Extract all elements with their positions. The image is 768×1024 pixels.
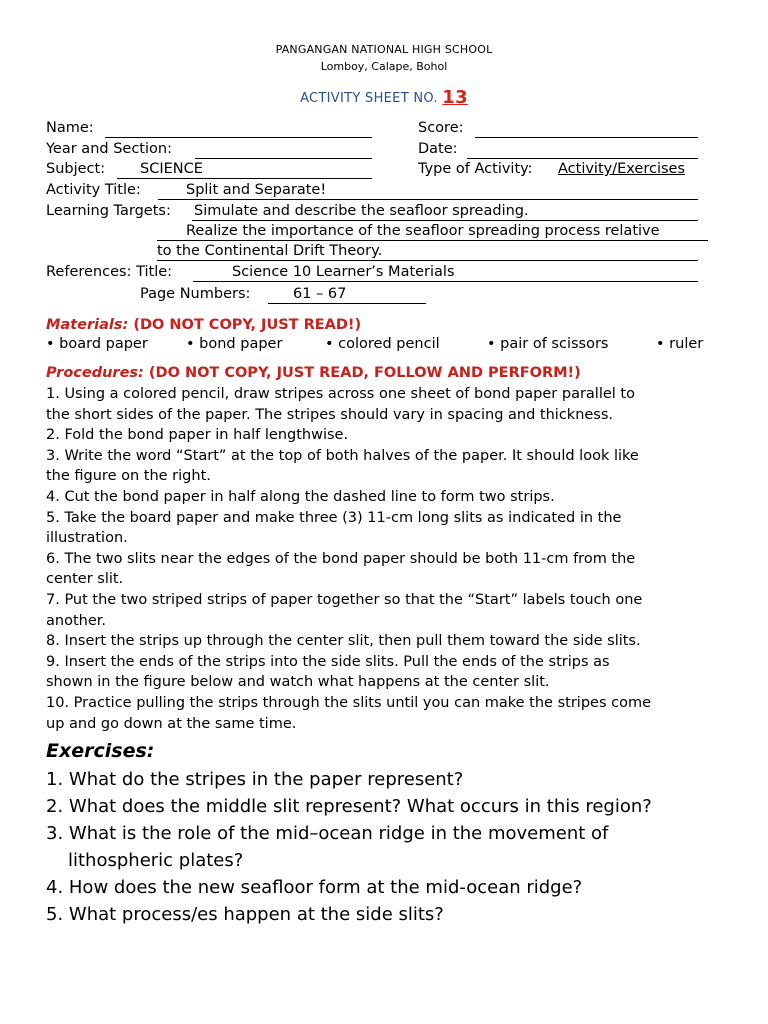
material-item: • pair of scissors <box>487 336 609 352</box>
exercises-heading: Exercises: <box>46 740 155 762</box>
procedure-line: 5. Take the board paper and make three (3) 11-cm long slits as indicated in the <box>46 509 622 526</box>
date-label: Date: <box>418 141 458 157</box>
subject-value: SCIENCE <box>140 161 203 177</box>
material-item: • ruler <box>656 336 704 352</box>
activity-title-value: Split and Separate! <box>186 182 327 198</box>
exercise-question: 4. How does the new seafloor form at the mid-ocean ridge? <box>46 877 583 898</box>
procedure-line: the figure on the right. <box>46 468 211 485</box>
procedure-line: another. <box>46 612 106 629</box>
sheet-number: 13 <box>442 87 468 108</box>
page-numbers-line <box>268 303 426 304</box>
activity-title-line <box>158 199 698 200</box>
learning-target-2a-line <box>157 240 708 241</box>
procedure-steps <box>46 384 718 734</box>
sheet-label: ACTIVITY SHEET NO. <box>300 91 438 106</box>
score-label: Score: <box>418 120 464 136</box>
procedure-line: 7. Put the two striped strips of paper together so that the “Start” labels touch one <box>46 591 643 608</box>
year-section-line <box>195 158 372 159</box>
procedure-line: 10. Practice pulling the strips through the slits until you can make the stripes come <box>46 694 651 711</box>
procedure-line: 6. The two slits near the edges of the bond paper should be both 11-cm from the <box>46 550 636 567</box>
name-label: Name: <box>46 120 94 136</box>
activity-sheet-title <box>0 87 768 108</box>
procedures-heading <box>46 365 581 381</box>
type-of-activity-label: Type of Activity: <box>418 161 533 177</box>
learning-target-1: Simulate and describe the seafloor spreading. <box>194 203 529 219</box>
materials-note: (DO NOT COPY, JUST READ!) <box>133 317 362 333</box>
procedure-line: center slit. <box>46 571 124 588</box>
subject-label: Subject: <box>46 161 106 177</box>
subject-line <box>117 178 372 179</box>
references-title-label: References: Title: <box>46 264 173 280</box>
learning-targets-label: Learning Targets: <box>46 203 171 219</box>
school-name: PANGANGAN NATIONAL HIGH SCHOOL <box>275 43 493 56</box>
exercise-questions <box>46 766 726 928</box>
page-numbers-label: Page Numbers: <box>140 286 251 302</box>
materials-heading-label: Materials: <box>46 317 129 333</box>
procedure-line: 9. Insert the ends of the strips into the side slits. Pull the ends of the strips as <box>46 653 610 670</box>
year-section-label: Year and Section: <box>46 141 172 157</box>
procedure-line: 4. Cut the bond paper in half along the dashed line to form two strips. <box>46 488 555 505</box>
procedure-line: illustration. <box>46 530 128 547</box>
learning-target-1-line <box>192 220 698 221</box>
school-address: Lomboy, Calape, Bohol <box>320 60 448 73</box>
procedures-note: (DO NOT COPY, JUST READ, FOLLOW AND PERFORM!) <box>148 365 581 381</box>
material-item: • bond paper <box>186 336 283 352</box>
references-title-value: Science 10 Learner’s Materials <box>232 264 455 280</box>
type-of-activity-value: Activity/Exercises <box>558 161 686 177</box>
exercise-question: 1. What do the stripes in the paper represent? <box>46 769 464 790</box>
materials-heading <box>46 317 361 333</box>
procedure-line: 2. Fold the bond paper in half lengthwise. <box>46 427 349 444</box>
learning-target-2a: Realize the importance of the seafloor spreading process relative <box>186 223 660 239</box>
procedure-line: shown in the figure below and watch what happens at the center slit. <box>46 674 550 691</box>
page-numbers-value: 61 – 67 <box>293 286 347 302</box>
exercise-question: 2. What does the middle slit represent? What occurs in this region? <box>46 796 652 817</box>
name-line <box>105 137 372 138</box>
activity-title-label: Activity Title: <box>46 182 141 198</box>
procedure-line: 8. Insert the strips up through the center slit, then pull them toward the side slits. <box>46 633 641 650</box>
date-line <box>467 158 698 159</box>
procedures-heading-label: Procedures: <box>46 365 144 381</box>
procedure-line: the short sides of the paper. The stripes should vary in spacing and thickness. <box>46 406 614 423</box>
exercise-question: 3. What is the role of the mid–ocean ridge in the movement of <box>46 823 609 844</box>
exercise-question-continuation: lithospheric plates? <box>68 850 244 871</box>
references-title-line <box>193 281 698 282</box>
material-item: • board paper <box>46 336 148 352</box>
procedure-line: 1. Using a colored pencil, draw stripes across one sheet of bond paper parallel to <box>46 386 635 402</box>
score-line <box>475 137 698 138</box>
procedure-line: 3. Write the word “Start” at the top of both halves of the paper. It should look like <box>46 447 639 464</box>
learning-target-2b-line <box>157 260 698 261</box>
material-item: • colored pencil <box>325 336 440 352</box>
procedure-line: up and go down at the same time. <box>46 715 297 732</box>
exercise-question: 5. What process/es happen at the side slits? <box>46 904 444 925</box>
learning-target-2b: to the Continental Drift Theory. <box>157 243 383 259</box>
